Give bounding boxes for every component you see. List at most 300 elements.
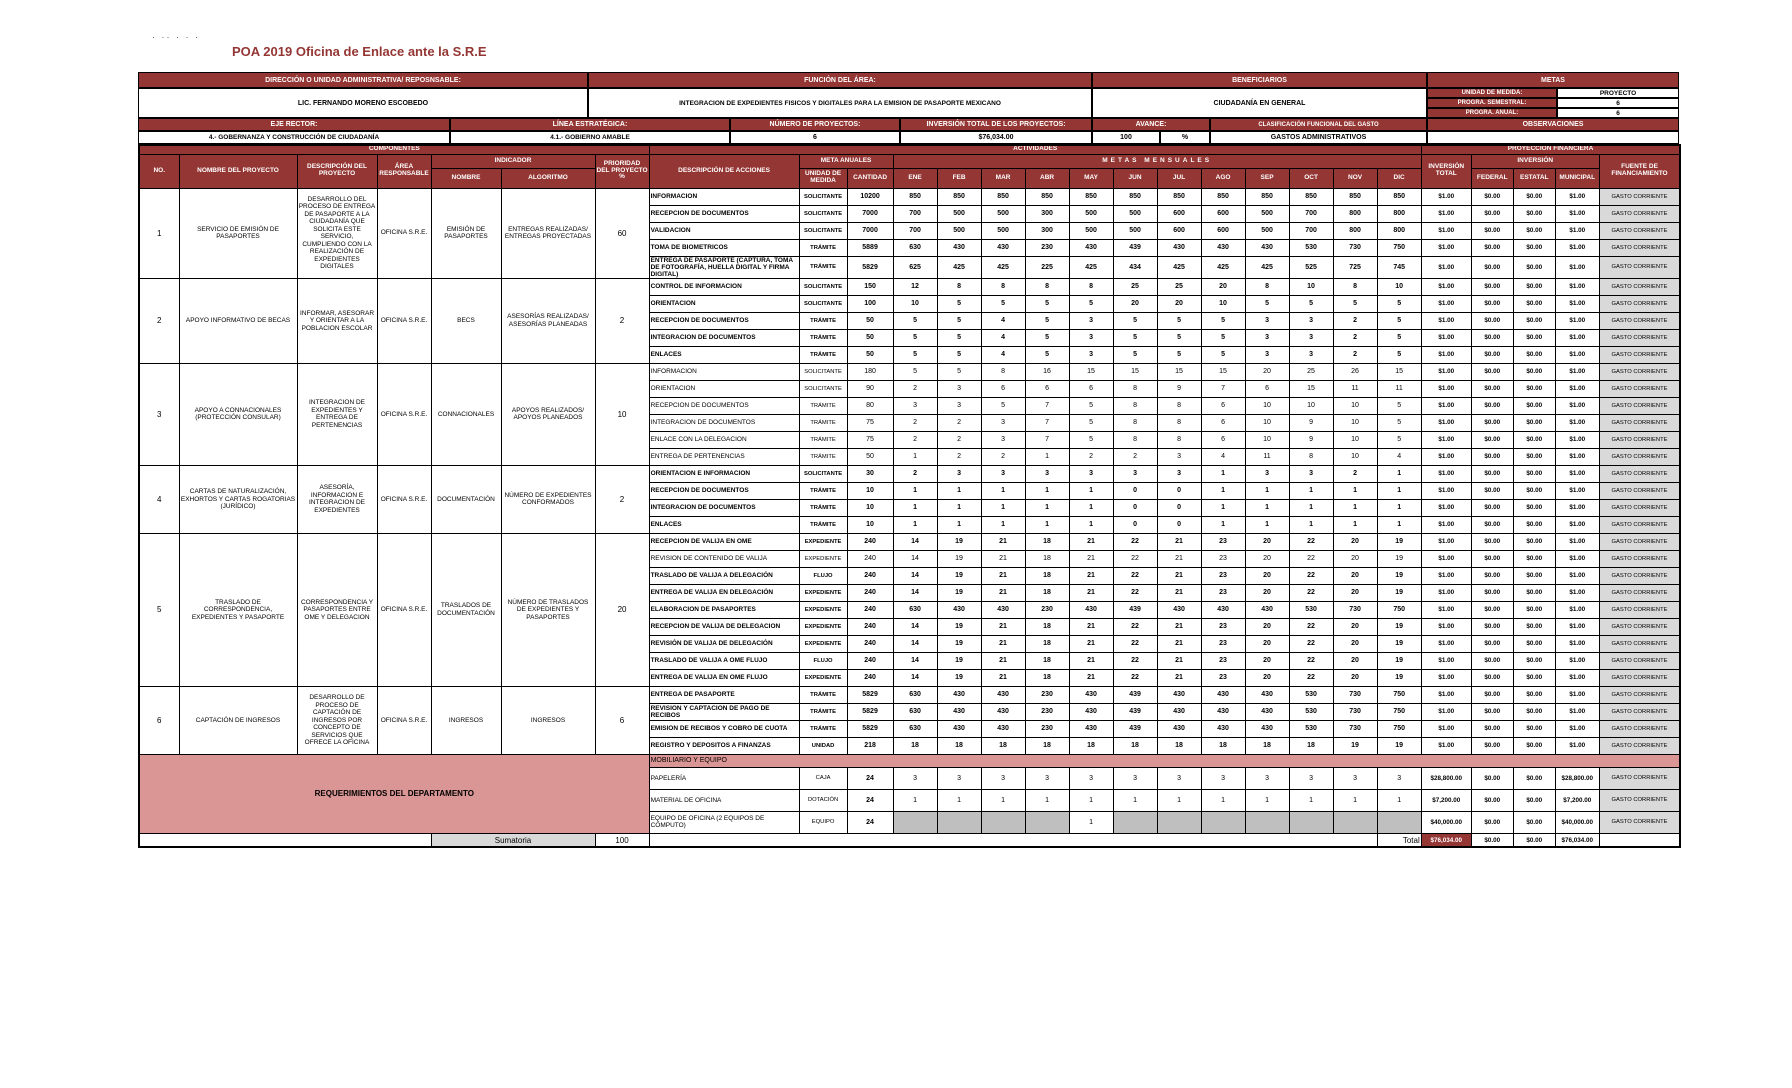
project-name: APOYO A CONNACIONALES (PROTECCIÓN CONSULAR) [179, 363, 297, 465]
month-value-abr [1025, 811, 1069, 833]
action-unit: TRÁMITE [799, 482, 847, 499]
funding-source: GASTO CORRIENTE [1599, 329, 1680, 346]
month-value-mar: 425 [981, 256, 1025, 278]
month-value-abr: 1 [1025, 499, 1069, 516]
month-value-feb: 19 [937, 618, 981, 635]
month-value-mar: 500 [981, 205, 1025, 222]
funding-source: GASTO CORRIENTE [1599, 618, 1680, 635]
month-value-jul: 430 [1157, 239, 1201, 256]
inversion-total-value: $1.00 [1421, 601, 1471, 618]
estatal-value: $0.00 [1513, 584, 1555, 601]
inversion-total-value: $1.00 [1421, 380, 1471, 397]
project-area: OFICINA S.R.E. [377, 188, 431, 278]
month-value-jul: 3 [1157, 465, 1201, 482]
month-value-sep: 5 [1245, 295, 1289, 312]
month-value-dic: 5 [1377, 312, 1421, 329]
municipal-value: $1.00 [1555, 669, 1599, 686]
col-mes-feb: FEB [937, 168, 981, 188]
municipal-value: $1.00 [1555, 397, 1599, 414]
month-value-ene: 5 [893, 329, 937, 346]
estatal-value: $0.00 [1513, 346, 1555, 363]
month-value-dic: 19 [1377, 737, 1421, 754]
indicator-name: CONNACIONALES [431, 363, 501, 465]
month-value-oct: 700 [1289, 205, 1333, 222]
month-value-jul: 8 [1157, 414, 1201, 431]
month-value-feb: 5 [937, 329, 981, 346]
project-number: 4 [139, 465, 179, 533]
month-value-abr: 1 [1025, 789, 1069, 811]
inversion-total-value: $1.00 [1421, 448, 1471, 465]
month-value-jul: 21 [1157, 533, 1201, 550]
month-value-jul: 1 [1157, 789, 1201, 811]
month-value-ago [1201, 811, 1245, 833]
month-value-sep: 425 [1245, 256, 1289, 278]
month-value-ago: 18 [1201, 737, 1245, 754]
month-value-abr: 7 [1025, 431, 1069, 448]
month-value-sep: 20 [1245, 363, 1289, 380]
month-value-ene: 14 [893, 669, 937, 686]
month-value-abr: 230 [1025, 703, 1069, 720]
month-value-may: 2 [1069, 448, 1113, 465]
month-value-dic: 19 [1377, 669, 1421, 686]
month-value-dic: 19 [1377, 550, 1421, 567]
month-value-may: 1 [1069, 482, 1113, 499]
month-value-feb: 5 [937, 312, 981, 329]
month-value-jun: 25 [1113, 278, 1157, 295]
month-value-feb [937, 811, 981, 833]
month-value-jul: 21 [1157, 550, 1201, 567]
funding-source: GASTO CORRIENTE [1599, 256, 1680, 278]
month-value-jul: 20 [1157, 295, 1201, 312]
month-value-may: 6 [1069, 380, 1113, 397]
col-mes-ene: ENE [893, 168, 937, 188]
action-name: RECEPCION DE DOCUMENTOS [649, 312, 799, 329]
month-value-sep: 20 [1245, 652, 1289, 669]
month-value-ene [893, 811, 937, 833]
month-value-mar: 430 [981, 703, 1025, 720]
month-value-oct [1289, 811, 1333, 833]
inversion-total-value: $1.00 [1421, 584, 1471, 601]
month-value-jun: 439 [1113, 686, 1157, 703]
month-value-ene: 14 [893, 533, 937, 550]
estatal-value: $0.00 [1513, 312, 1555, 329]
estatal-value: $0.00 [1513, 278, 1555, 295]
month-value-may: 21 [1069, 533, 1113, 550]
federal-value: $0.00 [1471, 737, 1513, 754]
month-value-oct: 530 [1289, 239, 1333, 256]
project-description: INTEGRACION DE EXPEDIENTES Y ENTREGA DE PERTENENCIAS [297, 363, 377, 465]
action-row [139, 188, 1680, 205]
month-value-nov: 2 [1333, 346, 1377, 363]
action-annual-qty: 50 [847, 312, 893, 329]
estatal-value: $0.00 [1513, 567, 1555, 584]
municipal-value: $1.00 [1555, 256, 1599, 278]
month-value-feb: 430 [937, 239, 981, 256]
month-value-abr: 230 [1025, 239, 1069, 256]
month-value-sep: 500 [1245, 205, 1289, 222]
month-value-mar: 21 [981, 635, 1025, 652]
spacer [1599, 833, 1680, 847]
funding-source: GASTO CORRIENTE [1599, 601, 1680, 618]
month-value-feb: 2 [937, 414, 981, 431]
funding-source: GASTO CORRIENTE [1599, 686, 1680, 703]
month-value-jun: 8 [1113, 431, 1157, 448]
month-value-sep: 3 [1245, 465, 1289, 482]
month-value-mar: 6 [981, 380, 1025, 397]
municipal-value: $1.00 [1555, 584, 1599, 601]
month-value-dic: 19 [1377, 652, 1421, 669]
federal-value: $0.00 [1471, 312, 1513, 329]
month-value-ene: 5 [893, 363, 937, 380]
month-value-feb: 1 [937, 482, 981, 499]
project-area: OFICINA S.R.E. [377, 278, 431, 363]
estatal-value: $0.00 [1513, 652, 1555, 669]
funding-source: GASTO CORRIENTE [1599, 499, 1680, 516]
month-value-ene: 630 [893, 686, 937, 703]
month-value-ene: 630 [893, 720, 937, 737]
month-value-dic: 4 [1377, 448, 1421, 465]
month-value-sep: 11 [1245, 448, 1289, 465]
month-value-ene: 1 [893, 499, 937, 516]
total-federal: $0.00 [1471, 833, 1513, 847]
federal-value: $0.00 [1471, 397, 1513, 414]
federal-value: $0.00 [1471, 499, 1513, 516]
month-value-mar: 21 [981, 652, 1025, 669]
action-unit: SOLICITANTE [799, 188, 847, 205]
federal-value: $0.00 [1471, 278, 1513, 295]
action-annual-qty: 50 [847, 448, 893, 465]
funding-source: GASTO CORRIENTE [1599, 720, 1680, 737]
action-name: VALIDACION [649, 222, 799, 239]
month-value-dic: 5 [1377, 414, 1421, 431]
estatal-value: $0.00 [1513, 256, 1555, 278]
month-value-may: 3 [1069, 767, 1113, 789]
federal-value: $0.00 [1471, 767, 1513, 789]
action-unit: EXPEDIENTE [799, 669, 847, 686]
col-prioridad: PRIORIDAD DEL PROYECTO % [595, 154, 649, 188]
action-name: INTEGRACION DE DOCUMENTOS [649, 414, 799, 431]
month-value-ago: 10 [1201, 295, 1245, 312]
federal-value: $0.00 [1471, 567, 1513, 584]
action-unit: UNIDAD [799, 737, 847, 754]
month-value-jul: 430 [1157, 703, 1201, 720]
action-annual-qty: 150 [847, 278, 893, 295]
month-value-abr: 18 [1025, 652, 1069, 669]
month-value-ene: 5 [893, 346, 937, 363]
inversion-total-value: $1.00 [1421, 635, 1471, 652]
poa-table [138, 144, 1681, 848]
month-value-nov: 20 [1333, 584, 1377, 601]
project-description: CORRESPONDENCIA Y PASAPORTES ENTRE OME Y DELEGACION [297, 533, 377, 686]
inversion-total-value: $1.00 [1421, 737, 1471, 754]
action-unit: TRÁMITE [799, 329, 847, 346]
month-value-feb: 1 [937, 499, 981, 516]
month-value-feb: 430 [937, 686, 981, 703]
estatal-value: $0.00 [1513, 448, 1555, 465]
month-value-jun [1113, 811, 1157, 833]
action-annual-qty: 10 [847, 499, 893, 516]
month-value-ago: 430 [1201, 239, 1245, 256]
action-annual-qty: 5829 [847, 256, 893, 278]
month-value-oct: 3 [1289, 312, 1333, 329]
action-name: REGISTRO Y DEPOSITOS A FINANZAS [649, 737, 799, 754]
action-annual-qty: 240 [847, 652, 893, 669]
action-row [139, 278, 1680, 295]
month-value-oct: 8 [1289, 448, 1333, 465]
month-value-abr: 7 [1025, 397, 1069, 414]
month-value-may: 500 [1069, 222, 1113, 239]
month-value-may: 430 [1069, 703, 1113, 720]
month-value-abr: 1 [1025, 482, 1069, 499]
action-annual-qty: 80 [847, 397, 893, 414]
action-unit: TRÁMITE [799, 256, 847, 278]
month-value-nov: 5 [1333, 295, 1377, 312]
action-unit: EXPEDIENTE [799, 618, 847, 635]
observaciones-label: OBSERVACIONES [1427, 118, 1679, 131]
action-name: TRASLADO DE VALIJA A OME FLUJO [649, 652, 799, 669]
month-value-sep: 3 [1245, 312, 1289, 329]
action-unit: TRÁMITE [799, 499, 847, 516]
month-value-feb: 1 [937, 516, 981, 533]
month-value-oct: 530 [1289, 720, 1333, 737]
action-annual-qty: 10 [847, 482, 893, 499]
action-unit: TRÁMITE [799, 414, 847, 431]
funding-source: GASTO CORRIENTE [1599, 533, 1680, 550]
action-annual-qty: 240 [847, 669, 893, 686]
month-value-abr: 300 [1025, 205, 1069, 222]
eje-rector-label: EJE RECTOR: [138, 118, 450, 131]
project-area: OFICINA S.R.E. [377, 363, 431, 465]
month-value-ago: 5 [1201, 346, 1245, 363]
federal-value: $0.00 [1471, 380, 1513, 397]
inversion-total-value: $40,000.00 [1421, 811, 1471, 833]
month-value-nov: 11 [1333, 380, 1377, 397]
month-value-feb: 3 [937, 380, 981, 397]
month-value-sep: 20 [1245, 584, 1289, 601]
indicator-name: DOCUMENTACIÓN [431, 465, 501, 533]
month-value-sep: 20 [1245, 618, 1289, 635]
funding-source: GASTO CORRIENTE [1599, 295, 1680, 312]
month-value-sep: 3 [1245, 346, 1289, 363]
month-value-oct: 22 [1289, 567, 1333, 584]
funding-source: GASTO CORRIENTE [1599, 482, 1680, 499]
month-value-oct: 1 [1289, 516, 1333, 533]
month-value-oct: 22 [1289, 584, 1333, 601]
municipal-value: $1.00 [1555, 431, 1599, 448]
month-value-mar: 2 [981, 448, 1025, 465]
total-inversion: $76,034.00 [1421, 833, 1471, 847]
month-value-abr: 5 [1025, 346, 1069, 363]
month-value-dic: 3 [1377, 767, 1421, 789]
month-value-ago: 600 [1201, 205, 1245, 222]
month-value-ago: 1 [1201, 465, 1245, 482]
action-unit: SOLICITANTE [799, 295, 847, 312]
action-annual-qty: 180 [847, 363, 893, 380]
indicator-algorithm: APOYOS REALIZADOS/ APOYOS PLANEADOS [501, 363, 595, 465]
sumatoria-label: Sumatoria [431, 833, 595, 847]
num-proyectos-value: 6 [730, 131, 900, 144]
month-value-jul: 8 [1157, 397, 1201, 414]
month-value-may: 21 [1069, 669, 1113, 686]
project-name: CAPTACIÓN DE INGRESOS [179, 686, 297, 754]
action-annual-qty: 50 [847, 329, 893, 346]
month-value-jul: 5 [1157, 329, 1201, 346]
month-value-ene: 2 [893, 431, 937, 448]
num-proyectos-label: NÚMERO DE PROYECTOS: [730, 118, 900, 131]
month-value-mar: 850 [981, 188, 1025, 205]
month-value-ago: 1 [1201, 516, 1245, 533]
inversion-total-value: $1.00 [1421, 550, 1471, 567]
month-value-nov: 20 [1333, 635, 1377, 652]
estatal-value: $0.00 [1513, 188, 1555, 205]
month-value-sep: 20 [1245, 567, 1289, 584]
month-value-oct: 1 [1289, 789, 1333, 811]
month-value-ago: 23 [1201, 635, 1245, 652]
action-unit: EXPEDIENTE [799, 533, 847, 550]
municipal-value: $1.00 [1555, 312, 1599, 329]
month-value-jun: 22 [1113, 533, 1157, 550]
month-value-ago: 23 [1201, 652, 1245, 669]
action-unit: TRÁMITE [799, 720, 847, 737]
month-value-mar: 21 [981, 567, 1025, 584]
month-value-ago: 600 [1201, 222, 1245, 239]
unidad-medida-value: PROYECTO [1557, 88, 1679, 98]
month-value-ago: 430 [1201, 720, 1245, 737]
inversion-total-value: $1.00 [1421, 431, 1471, 448]
spacer [649, 833, 1377, 847]
month-value-ago: 7 [1201, 380, 1245, 397]
month-value-dic: 850 [1377, 188, 1421, 205]
action-unit: EXPEDIENTE [799, 635, 847, 652]
month-value-ene: 630 [893, 601, 937, 618]
col-descripcion-acciones: DESCRIPCIÓN DE ACCIONES [649, 154, 799, 188]
month-value-jul: 0 [1157, 482, 1201, 499]
month-value-ene: 14 [893, 635, 937, 652]
month-value-abr: 18 [1025, 584, 1069, 601]
estatal-value: $0.00 [1513, 239, 1555, 256]
month-value-feb: 430 [937, 601, 981, 618]
month-value-may: 21 [1069, 567, 1113, 584]
month-value-jul: 600 [1157, 222, 1201, 239]
requirement-unit: CAJA [799, 767, 847, 789]
action-unit: TRÁMITE [799, 686, 847, 703]
action-name: EMISION DE RECIBOS Y COBRO DE CUOTA [649, 720, 799, 737]
month-value-jun: 2 [1113, 448, 1157, 465]
month-value-feb: 430 [937, 703, 981, 720]
month-value-ago: 1 [1201, 499, 1245, 516]
month-value-jul: 9 [1157, 380, 1201, 397]
action-row [139, 533, 1680, 550]
month-value-oct: 3 [1289, 767, 1333, 789]
month-value-jun: 439 [1113, 720, 1157, 737]
month-value-oct: 3 [1289, 329, 1333, 346]
month-value-dic: 10 [1377, 278, 1421, 295]
direccion-value: LIC. FERNANDO MORENO ESCOBEDO [138, 88, 588, 118]
month-value-oct: 5 [1289, 295, 1333, 312]
month-value-nov: 20 [1333, 669, 1377, 686]
project-priority: 20 [595, 533, 649, 686]
month-value-nov: 20 [1333, 652, 1377, 669]
month-value-may: 15 [1069, 363, 1113, 380]
month-value-ago: 430 [1201, 686, 1245, 703]
action-name: RECEPCION DE VALIJA DE DELEGACION [649, 618, 799, 635]
month-value-oct: 530 [1289, 703, 1333, 720]
month-value-abr: 18 [1025, 567, 1069, 584]
month-value-ene: 14 [893, 550, 937, 567]
action-name: ENTREGA DE VALIJA EN OME FLUJO [649, 669, 799, 686]
col-mes-jul: JUL [1157, 168, 1201, 188]
action-unit: EXPEDIENTE [799, 550, 847, 567]
federal-value: $0.00 [1471, 188, 1513, 205]
funding-source: GASTO CORRIENTE [1599, 222, 1680, 239]
month-value-abr: 5 [1025, 295, 1069, 312]
municipal-value: $1.00 [1555, 686, 1599, 703]
month-value-abr: 230 [1025, 686, 1069, 703]
action-unit: FLUJO [799, 567, 847, 584]
month-value-dic: 19 [1377, 618, 1421, 635]
municipal-value: $1.00 [1555, 516, 1599, 533]
estatal-value: $0.00 [1513, 533, 1555, 550]
month-value-mar: 8 [981, 278, 1025, 295]
federal-value: $0.00 [1471, 533, 1513, 550]
municipal-value: $1.00 [1555, 601, 1599, 618]
month-value-ago: 6 [1201, 397, 1245, 414]
month-value-dic: 750 [1377, 686, 1421, 703]
month-value-nov: 19 [1333, 737, 1377, 754]
estatal-value: $0.00 [1513, 686, 1555, 703]
municipal-value: $1.00 [1555, 363, 1599, 380]
band-proyeccion-financiera: PROYECCIÓN FINANCIERA [1421, 145, 1680, 154]
funding-source: GASTO CORRIENTE [1599, 312, 1680, 329]
month-value-mar: 4 [981, 329, 1025, 346]
action-unit: SOLICITANTE [799, 465, 847, 482]
month-value-jul: 425 [1157, 256, 1201, 278]
municipal-value: $1.00 [1555, 720, 1599, 737]
month-value-oct: 1 [1289, 482, 1333, 499]
month-value-dic: 1 [1377, 516, 1421, 533]
month-value-dic: 1 [1377, 499, 1421, 516]
month-value-dic: 5 [1377, 397, 1421, 414]
month-value-mar: 8 [981, 363, 1025, 380]
municipal-value: $1.00 [1555, 346, 1599, 363]
month-value-oct: 1 [1289, 499, 1333, 516]
month-value-nov: 850 [1333, 188, 1377, 205]
project-description: ASESORÍA, INFORMACION E INTEGRACION DE EXPEDIENTES [297, 465, 377, 533]
month-value-ene: 18 [893, 737, 937, 754]
month-value-ago: 5 [1201, 329, 1245, 346]
estatal-value: $0.00 [1513, 431, 1555, 448]
estatal-value: $0.00 [1513, 767, 1555, 789]
estatal-value: $0.00 [1513, 811, 1555, 833]
col-estatal: ESTATAL [1513, 168, 1555, 188]
action-name: RECEPCION DE DOCUMENTOS [649, 205, 799, 222]
month-value-ene: 3 [893, 397, 937, 414]
municipal-value: $1.00 [1555, 188, 1599, 205]
col-fuente-financiamiento: FUENTE DE FINANCIAMIENTO [1599, 154, 1680, 188]
month-value-jul: 8 [1157, 431, 1201, 448]
action-unit: TRÁMITE [799, 431, 847, 448]
month-value-abr: 18 [1025, 635, 1069, 652]
month-value-feb: 5 [937, 363, 981, 380]
estatal-value: $0.00 [1513, 635, 1555, 652]
inversion-total-value: $1.00 [1421, 516, 1471, 533]
month-value-mar: 3 [981, 431, 1025, 448]
month-value-dic: 1 [1377, 465, 1421, 482]
month-value-mar: 21 [981, 669, 1025, 686]
inversion-total-value: $1.00 [1421, 567, 1471, 584]
action-name: ENTREGA DE PERTENENCIAS [649, 448, 799, 465]
month-value-may: 500 [1069, 205, 1113, 222]
